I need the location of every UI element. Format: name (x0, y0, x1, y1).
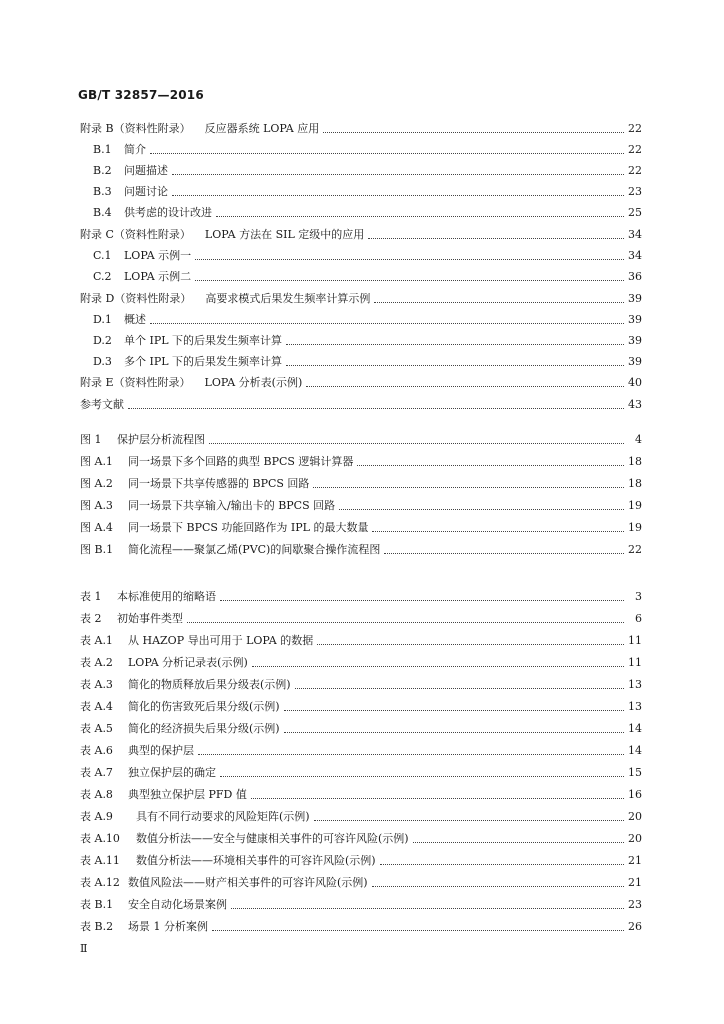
document-code: GB/T 32857—2016 (78, 88, 204, 102)
entry-number: D.3 (93, 355, 112, 368)
entry-title: 场景 1 分析案例 (128, 920, 208, 933)
entry-number: 表 A.4 (80, 700, 113, 713)
entry-page: 14 (628, 744, 642, 757)
entry-title: 简化的物质释放后果分级表(示例) (128, 678, 291, 691)
leader-dots (306, 379, 624, 387)
leader-dots (198, 747, 624, 755)
toc-entry-table[interactable] (80, 874, 642, 892)
entry-number: D.1 (93, 313, 112, 326)
entry-page: 22 (628, 122, 642, 135)
entry-number: 表 A.6 (80, 744, 113, 757)
entry-number: 图 A.4 (80, 521, 113, 534)
entry-page: 26 (628, 920, 642, 933)
leader-dots (295, 681, 624, 689)
entry-page: 39 (628, 313, 642, 326)
entry-title: 数值风险法——财产相关事件的可容许风险(示例) (128, 876, 368, 889)
toc-entry-table[interactable] (80, 808, 642, 826)
entry-number: 表 B.1 (80, 898, 114, 911)
toc-entry-appendix-b[interactable] (80, 120, 642, 138)
entry-number: 图 A.2 (80, 477, 113, 490)
toc-entry-table[interactable] (80, 896, 642, 914)
toc-entry-table[interactable] (80, 852, 642, 870)
entry-title: 典型的保护层 (128, 744, 194, 757)
entry-page: 19 (628, 521, 642, 534)
entry-title: LOPA 示例二 (124, 270, 192, 283)
entry-title: 多个 IPL 下的后果发生频率计算 (124, 355, 283, 368)
entry-page: 40 (628, 376, 642, 389)
entry-title: 保护层分析流程图 (117, 433, 205, 446)
entry-page: 4 (635, 433, 642, 446)
leader-dots (172, 188, 624, 196)
entry-page: 34 (628, 249, 642, 262)
leader-dots (284, 703, 624, 711)
entry-page: 25 (628, 206, 642, 219)
leader-dots (323, 125, 624, 133)
leader-dots (380, 857, 624, 865)
entry-number: 表 A.11 (80, 854, 120, 867)
toc-entry-figure[interactable] (80, 519, 642, 537)
toc-entry-c1[interactable] (93, 247, 642, 265)
entry-page: 18 (628, 455, 642, 468)
toc-entry-table[interactable] (80, 742, 642, 760)
entry-page: 23 (628, 185, 642, 198)
entry-title: 同一场景下多个回路的典型 BPCS 逻辑计算器 (128, 455, 354, 468)
entry-page: 19 (628, 499, 642, 512)
entry-number: 表 1 (80, 590, 102, 603)
entry-title: 数值分析法——安全与健康相关事件的可容许风险(示例) (136, 832, 409, 845)
entry-number: 表 2 (80, 612, 102, 625)
leader-dots (374, 295, 624, 303)
entry-title: 具有不同行动要求的风险矩阵(示例) (136, 810, 310, 823)
entry-title: LOPA 分析表(示例) (204, 376, 303, 389)
leader-dots (286, 358, 624, 366)
entry-title: 同一场景下共享传感器的 BPCS 回路 (128, 477, 310, 490)
leader-dots (286, 337, 624, 345)
toc-entry-b1[interactable] (93, 141, 642, 159)
toc-entry-appendix-c[interactable] (80, 226, 642, 244)
leader-dots (284, 725, 624, 733)
toc-entry-figure[interactable] (80, 431, 642, 449)
toc-entry-table[interactable] (80, 764, 642, 782)
toc-entry-table[interactable] (80, 676, 642, 694)
toc-entry-table[interactable] (80, 610, 642, 628)
entry-title: LOPA 方法在 SIL 定级中的应用 (204, 228, 365, 241)
entry-page: 14 (628, 722, 642, 735)
entry-page: 16 (628, 788, 642, 801)
entry-page: 39 (628, 292, 642, 305)
entry-page: 39 (628, 355, 642, 368)
entry-page: 22 (628, 543, 642, 556)
entry-page: 21 (628, 876, 642, 889)
toc-entry-table[interactable] (80, 632, 642, 650)
leader-dots (150, 316, 624, 324)
entry-page: 11 (628, 634, 642, 647)
entry-page: 13 (628, 678, 642, 691)
entry-title: 问题描述 (124, 164, 168, 177)
entry-title: 初始事件类型 (117, 612, 183, 625)
entry-title: 问题讨论 (124, 185, 168, 198)
entry-title: 同一场景下 BPCS 功能回路作为 IPL 的最大数量 (128, 521, 369, 534)
entry-page: 39 (628, 334, 642, 347)
entry-title: 典型独立保护层 PFD 值 (128, 788, 247, 801)
entry-title: 简介 (124, 143, 146, 156)
leader-dots (220, 769, 624, 777)
entry-title: 同一场景下共享输入/输出卡的 BPCS 回路 (128, 499, 336, 512)
entry-number: 表 B.2 (80, 920, 114, 933)
entry-title: 反应器系统 LOPA 应用 (204, 122, 320, 135)
entry-page: 20 (628, 810, 642, 823)
toc-entry-table[interactable] (80, 654, 642, 672)
page-number: Ⅱ (80, 942, 88, 955)
entry-page: 3 (635, 590, 642, 603)
entry-title: 简化流程——聚氯乙烯(PVC)的间歇聚合操作流程图 (128, 543, 381, 556)
entry-number: 表 A.2 (80, 656, 113, 669)
toc-entry-appendix-d[interactable] (80, 290, 642, 308)
toc-entry-b4[interactable] (93, 204, 642, 222)
entry-number: B.1 (93, 143, 112, 156)
toc-entry-table[interactable] (80, 786, 642, 804)
entry-page: 11 (628, 656, 642, 669)
toc-entry-references[interactable] (80, 396, 642, 414)
toc-entry-table[interactable] (80, 588, 642, 606)
toc-entry-b2[interactable] (93, 162, 642, 180)
entry-page: 18 (628, 477, 642, 490)
toc-entry-d3[interactable] (93, 353, 642, 371)
entry-title: 参考文献 (80, 398, 124, 411)
entry-number: 附录 D（资料性附录） (80, 292, 192, 305)
leader-dots (172, 167, 624, 175)
entry-title: 本标准使用的缩略语 (117, 590, 216, 603)
entry-number: B.2 (93, 164, 112, 177)
toc-entry-table[interactable] (80, 830, 642, 848)
toc-entry-figure[interactable] (80, 541, 642, 559)
leader-dots (384, 546, 624, 554)
entry-title: 从 HAZOP 导出可用于 LOPA 的数据 (128, 634, 314, 647)
entry-page: 13 (628, 700, 642, 713)
leader-dots (195, 252, 624, 260)
toc-entry-d1[interactable] (93, 311, 642, 329)
leader-dots (368, 231, 624, 239)
toc-entry-table[interactable] (80, 720, 642, 738)
entry-number: 表 A.7 (80, 766, 113, 779)
entry-number: 表 A.9 (80, 810, 113, 823)
leader-dots (150, 146, 624, 154)
entry-title: 供考虑的设计改进 (124, 206, 212, 219)
toc-entry-table[interactable] (80, 698, 642, 716)
entry-number: C.1 (93, 249, 112, 262)
entry-number: 表 A.1 (80, 634, 113, 647)
entry-title: 独立保护层的确定 (128, 766, 216, 779)
entry-title: 高要求模式后果发生频率计算示例 (205, 292, 371, 305)
entry-title: LOPA 分析记录表(示例) (128, 656, 248, 669)
leader-dots (251, 791, 624, 799)
entry-page: 15 (628, 766, 642, 779)
toc-entry-table[interactable] (80, 918, 642, 936)
entry-number: 表 A.3 (80, 678, 113, 691)
leader-dots (313, 480, 624, 488)
entry-number: 图 B.1 (80, 543, 114, 556)
leader-dots (372, 524, 624, 532)
entry-page: 21 (628, 854, 642, 867)
entry-title: 概述 (124, 313, 146, 326)
toc-entry-figure[interactable] (80, 453, 642, 471)
entry-title: 单个 IPL 下的后果发生频率计算 (124, 334, 283, 347)
entry-number: 图 1 (80, 433, 102, 446)
leader-dots (231, 901, 624, 909)
leader-dots (216, 209, 624, 217)
entry-page: 6 (635, 612, 642, 625)
toc-entry-c2[interactable] (93, 268, 642, 286)
entry-number: D.2 (93, 334, 112, 347)
entry-page: 36 (628, 270, 642, 283)
entry-number: 表 A.5 (80, 722, 113, 735)
entry-number: 表 A.12 (80, 876, 120, 889)
entry-title: 简化的经济损失后果分级(示例) (128, 722, 280, 735)
entry-title: 数值分析法——环境相关事件的可容许风险(示例) (136, 854, 376, 867)
leader-dots (339, 502, 624, 510)
entry-page: 34 (628, 228, 642, 241)
entry-number: 附录 B（资料性附录） (80, 122, 191, 135)
entry-page: 23 (628, 898, 642, 911)
leader-dots (195, 273, 624, 281)
leader-dots (209, 436, 624, 444)
entry-title: LOPA 示例一 (124, 249, 192, 262)
entry-page: 22 (628, 143, 642, 156)
entry-page: 22 (628, 164, 642, 177)
leader-dots (317, 637, 624, 645)
entry-title: 简化的伤害致死后果分级(示例) (128, 700, 280, 713)
entry-number: 附录 E（资料性附录） (80, 376, 191, 389)
leader-dots (372, 879, 624, 887)
entry-number: 图 A.1 (80, 455, 113, 468)
entry-number: 表 A.8 (80, 788, 113, 801)
leader-dots (212, 923, 624, 931)
leader-dots (252, 659, 624, 667)
entry-page: 20 (628, 832, 642, 845)
toc-entry-d2[interactable] (93, 332, 642, 350)
entry-number: 附录 C（资料性附录） (80, 228, 191, 241)
leader-dots (314, 813, 624, 821)
leader-dots (187, 615, 624, 623)
toc-entry-appendix-e[interactable] (80, 374, 642, 392)
leader-dots (220, 593, 624, 601)
toc-entry-b3[interactable] (93, 183, 642, 201)
leader-dots (357, 458, 624, 466)
toc-entry-figure[interactable] (80, 475, 642, 493)
entry-title: 安全自动化场景案例 (128, 898, 227, 911)
entry-number: B.3 (93, 185, 112, 198)
entry-number: C.2 (93, 270, 112, 283)
entry-page: 43 (628, 398, 642, 411)
leader-dots (128, 401, 624, 409)
entry-number: 表 A.10 (80, 832, 120, 845)
leader-dots (413, 835, 624, 843)
toc-entry-figure[interactable] (80, 497, 642, 515)
entry-number: 图 A.3 (80, 499, 113, 512)
entry-number: B.4 (93, 206, 112, 219)
